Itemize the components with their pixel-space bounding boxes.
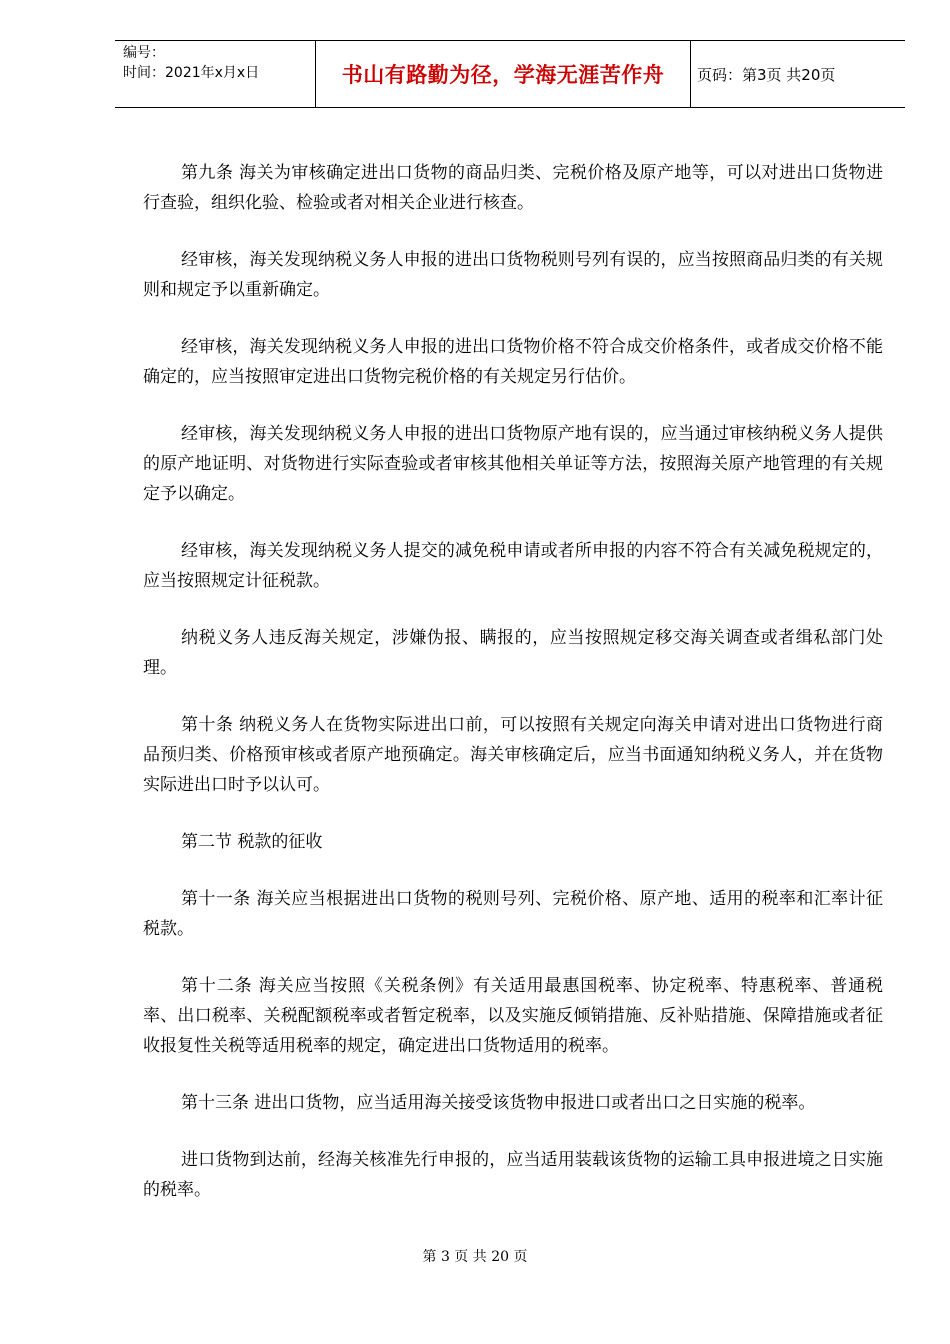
paragraph: 进口货物到达前，经海关核准先行申报的，应当适用装载该货物的运输工具申报进境之日实施的税率。 [143, 1150, 883, 1200]
time-label: 时间：2021年x月x日 [123, 65, 260, 81]
serial-label: 编号： [123, 45, 165, 61]
paragraph: 第十三条 进出口货物，应当适用海关接受该货物申报进口或者出口之日实施的税率。 [181, 1093, 816, 1113]
paragraph: 经审核，海关发现纳税义务人申报的进出口货物原产地有误的，应当通过审核纳税义务人提供的原产地证明、对货物进行实际查验或者审核其他相关单证等方法，按照海关原产地管理的有关规定予以确定。 [143, 424, 883, 504]
document-body [143, 158, 883, 1232]
paragraph: 经审核，海关发现纳税义务人申报的进出口货物价格不符合成交价格条件，或者成交价格不能确定的，应当按照审定进出口货物完税价格的有关规定另行估价。 [143, 337, 883, 387]
paragraph: 第十一条 海关应当根据进出口货物的税则号列、完税价格、原产地、适用的税率和汇率计征税款。 [143, 889, 883, 939]
paragraph: 纳税义务人违反海关规定，涉嫌伪报、瞒报的，应当按照规定移交海关调查或者缉私部门处理。 [143, 628, 883, 678]
header-meta [123, 43, 313, 83]
page-header [115, 40, 905, 108]
paragraph: 第十条 纳税义务人在货物实际进出口前，可以按照有关规定向海关申请对进出口货物进行商品预归类、价格预审核或者原产地预确定。海关审核确定后，应当书面通知纳税义务人，并在货物实际进出口时予以认可。 [143, 715, 883, 795]
paragraph: 经审核，海关发现纳税义务人申报的进出口货物税则号列有误的，应当按照商品归类的有关规则和规定予以重新确定。 [143, 250, 883, 300]
header-motto: 书山有路勤为径，学海无涯苦作舟 [315, 41, 691, 107]
header-page-info: 页码：第3页 共20页 [697, 65, 836, 84]
section-heading: 第二节 税款的征收 [181, 832, 323, 852]
paragraph: 经审核，海关发现纳税义务人提交的减免税申请或者所申报的内容不符合有关减免税规定的，应当按照规定计征税款。 [143, 541, 883, 591]
paragraph: 第九条 海关为审核确定进出口货物的商品归类、完税价格及原产地等，可以对进出口货物进行查验，组织化验、检验或者对相关企业进行核查。 [143, 163, 883, 213]
page-footer: 第 3 页 共 20 页 [422, 1249, 528, 1265]
paragraph: 第十二条 海关应当按照《关税条例》有关适用最惠国税率、协定税率、特惠税率、普通税率、出口税率、关税配额税率或者暂定税率，以及实施反倾销措施、反补贴措施、保障措施或者征收报复性关税等适用税率的规定，确定进出口货物适用的税率。 [143, 976, 883, 1056]
